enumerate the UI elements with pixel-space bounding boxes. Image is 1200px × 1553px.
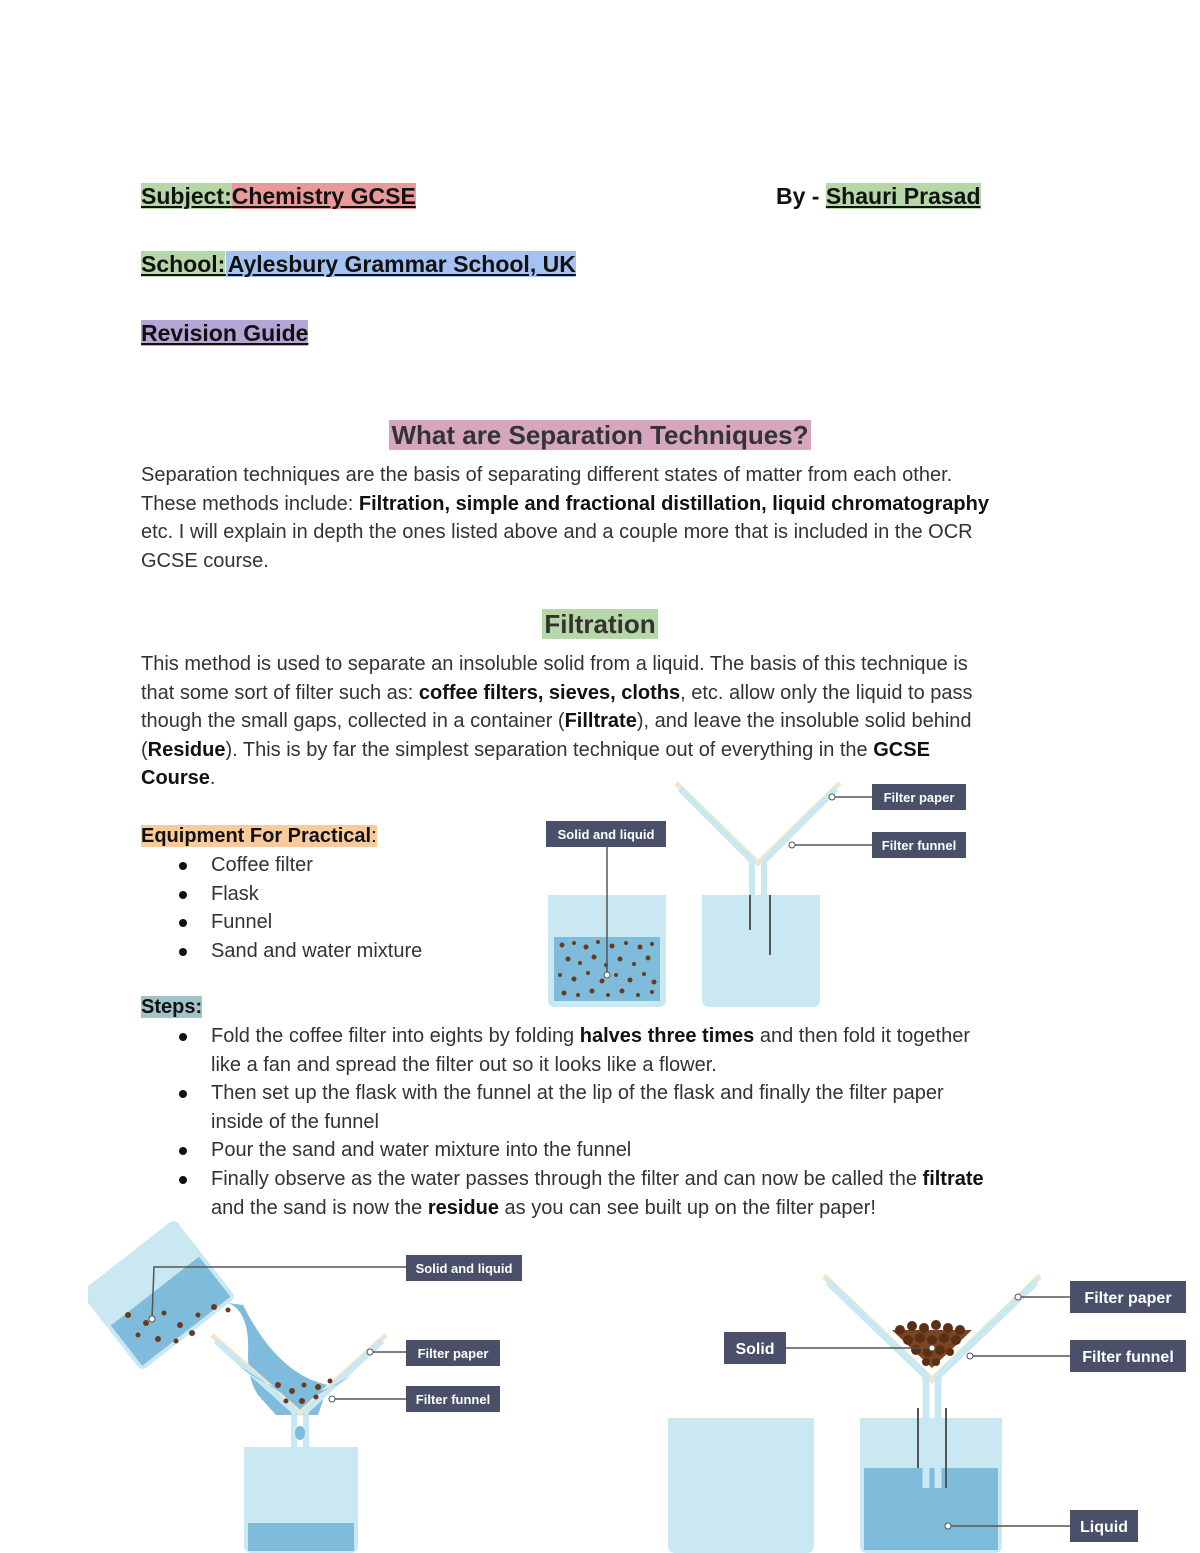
filtration-result-diagram [664, 1268, 1194, 1553]
steps-label: Steps: [141, 996, 203, 1018]
filtration-line-4: (Residue). This is by far the simplest separation technique out of everything in the GCSE [141, 738, 930, 761]
steps-heading [141, 993, 202, 1021]
filtration-paragraph [141, 650, 1101, 793]
svg-text:Solid and liquid: Solid and liquid [557, 827, 655, 842]
list-item: Coffee filter [141, 851, 541, 880]
separation-heading [0, 418, 1200, 452]
intro-line-3: etc. I will explain in depth the ones listed above and a couple more that is included in the OCR [141, 521, 973, 544]
revision-guide-heading [141, 318, 308, 348]
subject-label: Subject: [141, 183, 232, 209]
filtration-line-1: This method is used to separate an insoluble solid from a liquid. The basis of this technique is [141, 653, 968, 675]
filtrate-liquid [864, 1468, 998, 1550]
separation-title: What are Separation Techniques? [391, 420, 809, 450]
svg-text:Liquid: Liquid [1080, 1519, 1128, 1536]
by-label: By - [776, 183, 820, 209]
school-value: Aylesbury Grammar School, UK [227, 251, 576, 277]
subject-value: Chemistry GCSE [231, 183, 416, 209]
subject-line [141, 181, 416, 211]
pouring-diagram [88, 1215, 528, 1553]
filtration-heading [0, 607, 1200, 641]
tilted-beaker [88, 1219, 236, 1372]
list-item: Fold the coffee filter into eights by folding halves three times and then fold it together like a fan and spread the filter out so it looks like a flower. [141, 1022, 1101, 1079]
author-name: Shauri Prasad [825, 183, 981, 209]
svg-text:Filter paper: Filter paper [417, 1346, 489, 1361]
list-item: Funnel [141, 908, 541, 937]
svg-text:Filter funnel: Filter funnel [415, 1392, 491, 1407]
svg-text:Solid and liquid: Solid and liquid [415, 1261, 513, 1276]
filtration-line-5: Course. [141, 767, 216, 790]
equipment-label: Equipment For Practical: [141, 825, 377, 847]
svg-text:Filter funnel: Filter funnel [881, 838, 957, 853]
svg-text:Filter paper: Filter paper [1084, 1290, 1172, 1307]
equipment-heading [141, 822, 377, 850]
empty-beaker [668, 1418, 814, 1553]
author-line [776, 181, 981, 211]
list-item: Finally observe as the water passes through the filter and can now be called the filtrate and the sand is now the residue as you can see built up on the filter paper! [141, 1165, 1101, 1222]
methods-list: Filtration, simple and fractional distillation, liquid chromatography [358, 492, 989, 515]
intro-line-1: Separation techniques are the basis of separating different states of matter from each other. [141, 464, 953, 486]
filtration-setup-diagram [540, 775, 980, 1010]
svg-text:Solid: Solid [735, 1341, 775, 1358]
filtration-line-2: that some sort of filter such as: coffee filters, sieves, cloths, etc. allow only the liquid to pass [141, 681, 973, 704]
steps-list [141, 1022, 1101, 1222]
list-item: Flask [141, 880, 541, 909]
list-item: Sand and water mixture [141, 937, 541, 966]
filtration-title: Filtration [544, 609, 656, 639]
intro-line-4: GCSE course. [141, 549, 269, 572]
intro-paragraph [141, 461, 1101, 575]
school-line [141, 249, 576, 279]
school-label: School: [141, 251, 226, 277]
list-item: Pour the sand and water mixture into the funnel [141, 1136, 1101, 1165]
filter-paper [676, 783, 840, 863]
intro-line-2: These methods include: Filtration, simple and fractional distillation, liquid chromatography [141, 492, 989, 515]
list-item: Then set up the flask with the funnel at the lip of the flask and finally the filter paper inside of the funnel [141, 1079, 1101, 1136]
revision-guide-title: Revision Guide [141, 320, 309, 346]
filtration-line-3: though the small gaps, collected in a container (Filltrate), and leave the insoluble solid behind [141, 710, 972, 733]
svg-text:Filter funnel: Filter funnel [1082, 1349, 1174, 1366]
equipment-list [141, 851, 541, 965]
svg-text:Filter paper: Filter paper [883, 790, 955, 805]
